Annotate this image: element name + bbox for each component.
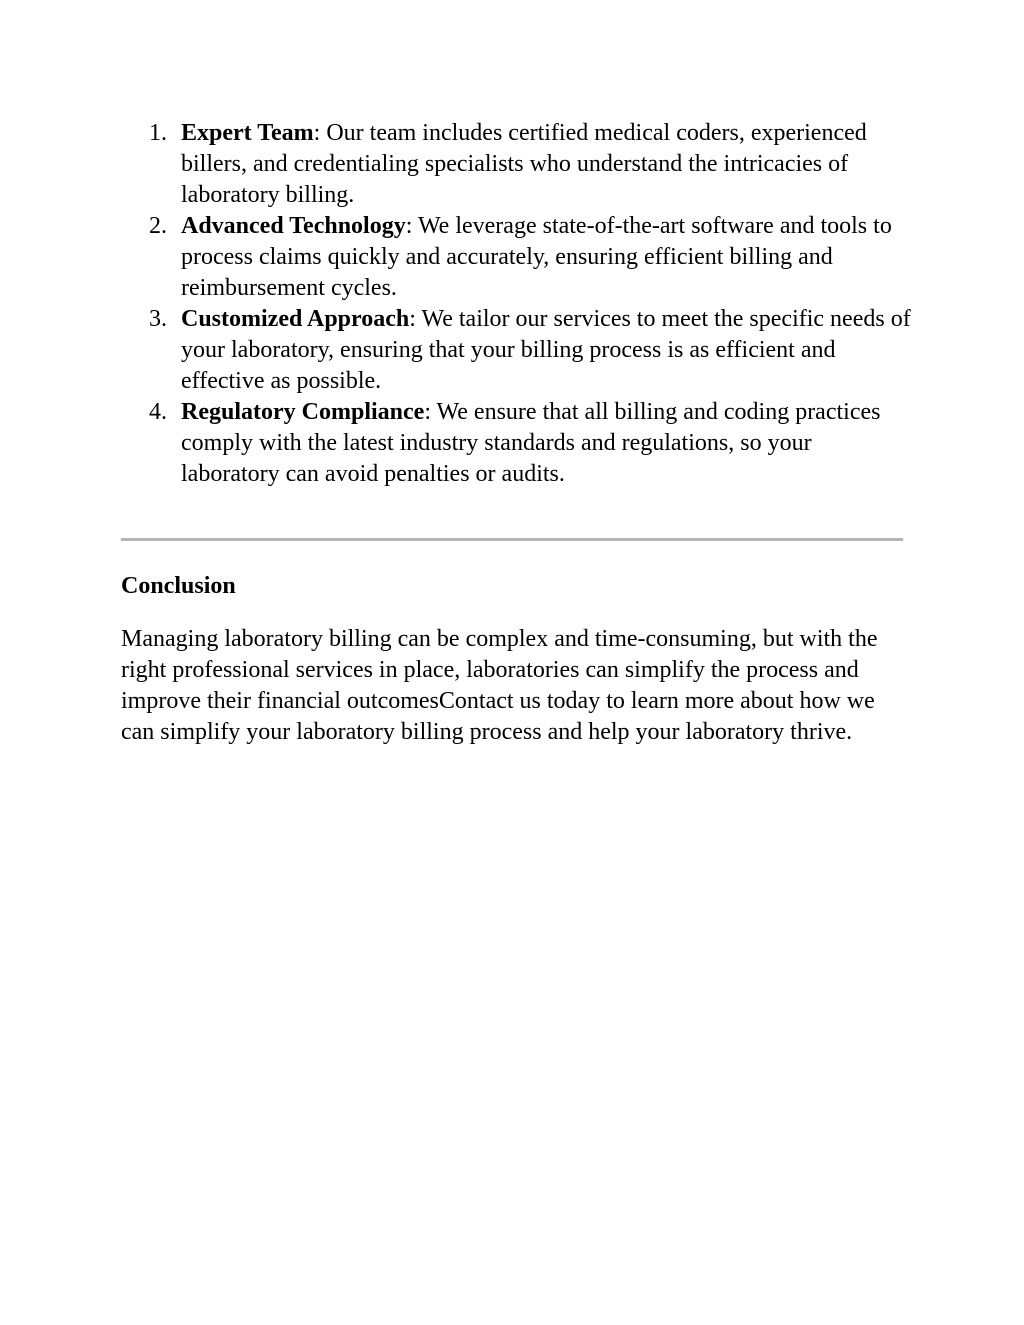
list-item-text: : We tailor our services to meet the specific needs of your laboratory, ensuring that your billing process is as efficient and effective as possible. [181,306,911,394]
list-item-number: 4. [149,399,167,425]
list-item-title: Regulatory Compliance [181,399,425,425]
list-item-number: 2. [149,213,167,239]
list-item-text: : We ensure that all billing and coding practices comply with the latest industry standards and regulations, so your laboratory can avoid penalties or audits. [181,399,881,487]
list-item-number: 1. [149,120,167,146]
list-item [149,304,911,397]
document-page [121,118,911,748]
list-item-title: Customized Approach [181,306,410,332]
list-item-title: Expert Team [181,120,314,146]
list-item-number: 3. [149,306,167,332]
conclusion-paragraph: Managing laboratory billing can be complex and time-consuming, but with the right professional services in place, laboratories can simplify the process and improve their financial outcomesContact us today to learn more about how we can simplify your laboratory billing process and help your laboratory thrive. [121,626,878,745]
list-item [149,397,911,490]
section-divider [121,538,903,541]
list-item [149,211,911,304]
reasons-list [121,118,911,490]
list-item [149,118,911,211]
list-item-text: : We leverage state-of-the-art software and tools to process claims quickly and accurately, ensuring efficient billing and reimbursement cycles. [181,213,892,301]
list-item-title: Advanced Technology [181,213,406,239]
conclusion-heading: Conclusion [121,573,236,599]
list-item-text: : Our team includes certified medical coders, experienced billers, and credentialing specialists who understand the intricacies of laboratory billing. [181,120,867,208]
